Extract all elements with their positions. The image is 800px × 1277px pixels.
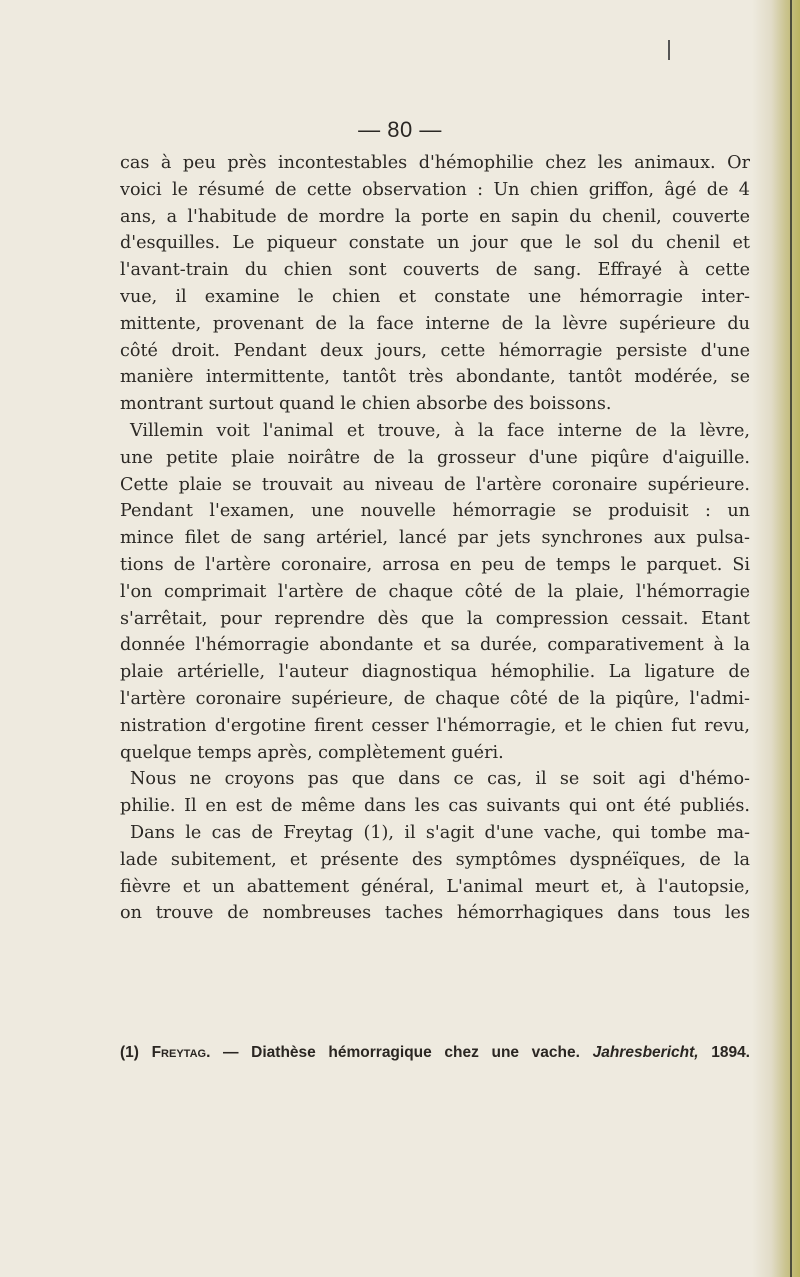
- text-line: Dans le cas de Freytag (1), il s'agit d'une vache, qui tombe ma-: [130, 822, 750, 843]
- footnote-year: 1894.: [711, 1044, 750, 1061]
- text-line: l'avant-train du chien sont couverts de sang. Effrayé à cette: [120, 260, 750, 281]
- text-line: manière intermittente, tantôt très abondante, tantôt modérée, se: [120, 367, 750, 388]
- text-line: fièvre et un abattement général, L'animal meurt et, à l'autopsie,: [120, 876, 750, 897]
- text-line: cas à peu près incontestables d'hémophilie chez les animaux. Or: [120, 153, 750, 173]
- stray-mark: [668, 40, 670, 60]
- text-line: voici le résumé de cette observation : Un chien griffon, âgé de 4: [120, 179, 750, 200]
- text-line: on trouve de nombreuses taches hémorrhagiques dans tous les: [120, 903, 750, 924]
- text-line: donnée l'hémorragie abondante et sa durée, comparativement à la: [120, 635, 750, 656]
- text-line: nistration d'ergotine firent cesser l'hémorragie, et le chien fut revu,: [120, 715, 750, 736]
- text-line: côté droit. Pendant deux jours, cette hémorragie persiste d'une: [120, 340, 750, 361]
- text-line: Pendant l'examen, une nouvelle hémorragie se produisit : un: [120, 501, 750, 522]
- text-line: d'esquilles. Le piqueur constate un jour que le sol du chenil et: [120, 233, 750, 254]
- text-line: tions de l'artère coronaire, arrosa en peu de temps le parquet. Si: [120, 554, 750, 575]
- text-line: lade subitement, et présente des symptômes dyspnéïques, de la: [120, 849, 750, 870]
- text-line: philie. Il en est de même dans les cas suivants qui ont été publiés.: [120, 796, 750, 817]
- footnote-author: Freytag.: [151, 1044, 211, 1061]
- text-line: mince filet de sang artériel, lancé par jets synchrones aux pulsa-: [120, 528, 750, 549]
- text-line: une petite plaie noirâtre de la grosseur d'une piqûre d'aiguille.: [120, 447, 750, 468]
- text-line: montrant surtout quand le chien absorbe des boissons.: [120, 394, 612, 415]
- text-line: quelque temps après, complètement guéri.: [120, 742, 504, 763]
- footnote: [120, 1044, 750, 1062]
- footnote-text: — Diathèse hémorragique chez une vache.: [223, 1044, 580, 1061]
- page-number: — 80 —: [358, 117, 442, 142]
- text-line: vue, il examine le chien et constate une hémorragie inter-: [120, 286, 750, 307]
- text-line: Nous ne croyons pas que dans ce cas, il se soit agi d'hémo-: [130, 769, 750, 790]
- text-line: Villemin voit l'animal et trouve, à la face interne de la lèvre,: [130, 420, 750, 441]
- text-line: ans, a l'habitude de mordre la porte en sapin du chenil, couverte: [120, 206, 750, 227]
- text-line: l'on comprimait l'artère de chaque côté de la plaie, l'hémorragie: [120, 581, 750, 602]
- text-line: mittente, provenant de la face interne de la lèvre supérieure du: [120, 313, 750, 334]
- body-text: [120, 150, 750, 927]
- text-line: plaie artérielle, l'auteur diagnostiqua hémophilie. La ligature de: [120, 662, 750, 683]
- page-edge-line: [790, 0, 792, 1277]
- footnote-marker: (1): [120, 1044, 139, 1061]
- page-edge-shadow: [752, 0, 800, 1277]
- text-line: Cette plaie se trouvait au niveau de l'artère coronaire supérieure.: [120, 474, 750, 495]
- text-line: s'arrêtait, pour reprendre dès que la compression cessait. Etant: [120, 608, 750, 629]
- text-line: l'artère coronaire supérieure, de chaque côté de la piqûre, l'admi-: [120, 688, 750, 709]
- footnote-journal: Jahresbericht,: [592, 1044, 699, 1061]
